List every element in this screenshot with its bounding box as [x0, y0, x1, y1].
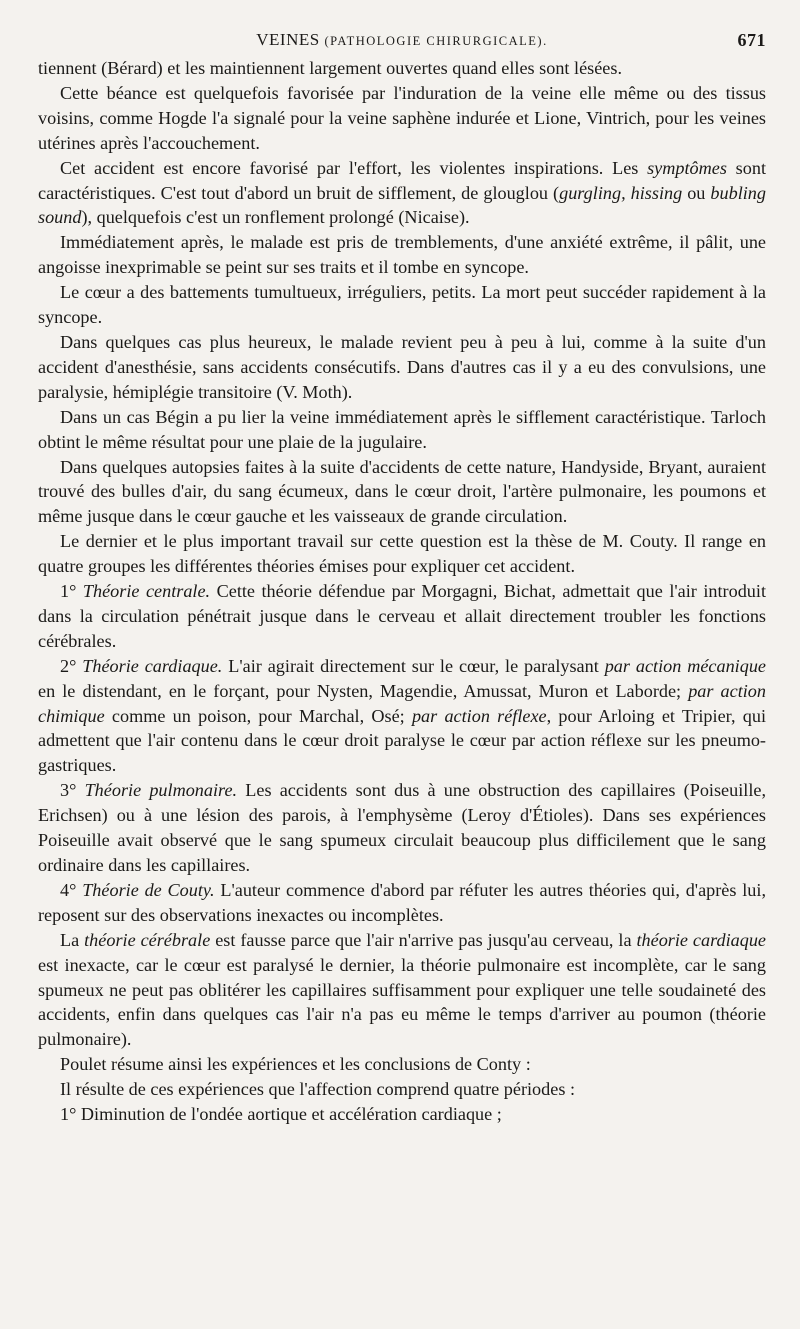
paragraph [38, 529, 766, 579]
italic-text-run: par action chimique [38, 680, 766, 726]
running-title-sub: (PATHOLOGIE CHIRURGICALE). [324, 34, 548, 48]
italic-text-run: théorie cardiaque [636, 929, 766, 950]
text-run: ), quelquefois c'est un ronflement prolongé (Nicaise). [81, 207, 470, 228]
text-run: Cette théorie défendue par Morgagni, Bichat, admettait que l'air introduit dans la circulation pénétrait jusque dans le cerveau et allait directement troubler les fonctions cérébrales. [38, 581, 766, 651]
paragraph [38, 1102, 766, 1127]
paragraph [38, 1052, 766, 1077]
text-run: 4° [60, 879, 83, 900]
text-run: Il résulte de ces expériences que l'affection comprend quatre périodes : [60, 1079, 575, 1100]
italic-text-run: par action mécanique [604, 655, 766, 676]
italic-text-run: Théorie cardiaque. [82, 655, 223, 676]
italic-text-run: gurgling, hissing [559, 182, 683, 203]
italic-text-run: Théorie centrale. [82, 581, 211, 602]
text-run: Dans un cas Bégin a pu lier la veine immédiatement après le sifflement caractéristique. Tarloch obtint le même résultat pour une plaie de la jugulaire. [38, 406, 766, 452]
text-run: Dans quelques cas plus heureux, le malade revient peu à peu à lui, comme à la suite d'un accident d'anesthésie, sans accidents consécutifs. Dans d'autres cas il y a eu des convulsions, une paralysie, hémiplégie transitoire (V. Moth). [38, 331, 766, 402]
paragraph [38, 778, 766, 878]
text-run: Le dernier et le plus important travail sur cette question est la thèse de M. Couty. Il range en quatre groupes les différentes théories émises pour expliquer cet accident. [38, 531, 766, 577]
text-run: Immédiatement après, le malade est pris de tremblements, d'une anxiété extrême, il pâlit, une angoisse inexprimable se peint sur ses traits et il tombe en syncope. [38, 232, 766, 278]
paragraph [38, 56, 766, 81]
text-run: tiennent (Bérard) et les maintiennent largement ouvertes quand elles sont lésées. [38, 58, 622, 78]
text-run: 2° [60, 655, 83, 676]
italic-text-run: Théorie de Couty. [82, 879, 215, 900]
paragraph [38, 81, 766, 156]
paragraph [38, 405, 766, 455]
paragraph [38, 654, 766, 779]
italic-text-run: symptômes [647, 157, 727, 178]
text-run: Les accidents sont dus à une obstruction des capillaires (Poiseuille, Erichsen) ou à une lésion des parois, à l'emphysème (Leroy d'Étioles). Dans ses expériences Poiseuille avait observé que le sang spumeux circulait beaucoup plus difficilement que le sang ordinaire dans les capillaires. [38, 780, 766, 875]
paragraph [38, 928, 766, 1053]
paragraph [38, 878, 766, 928]
paragraph [38, 455, 766, 530]
text-run: Cette béance est quelquefois favorisée par l'induration de la veine elle même ou des tissus voisins, comme Hogde l'a signalé pour la veine saphène indurée et Lione, Vintrich, pour les veines utérines après l'accouchement. [38, 82, 766, 153]
text-run: Poulet résume ainsi les expériences et les conclusions de Conty : [60, 1054, 531, 1075]
text-run: est inexacte, car le cœur est paralysé le dernier, la théorie pulmonaire est incomplète, car le sang spumeux ne peut pas oblitérer les capillaires suffisamment pour expliquer une telle soudaineté des accidents, enfin dans quelques cas l'air n'a pas eu même le temps d'arriver au poumon (théorie pulmonaire). [38, 954, 766, 1050]
text-run: est fausse parce que l'air n'arrive pas jusqu'au cerveau, la [210, 929, 637, 950]
paragraph [38, 330, 766, 405]
document-page [38, 30, 766, 1127]
italic-text-run: Théorie pulmonaire. [84, 780, 238, 801]
text-run: 3° [60, 780, 85, 801]
text-run: L'air agirait directement sur le cœur, le paralysant [222, 655, 605, 676]
italic-text-run: bubling sound [38, 182, 766, 228]
body-text [38, 56, 766, 1127]
paragraph [38, 1077, 766, 1102]
page-header [38, 30, 766, 56]
text-run: en le distendant, en le forçant, pour Nysten, Magendie, Amussat, Muron et Laborde; [38, 680, 689, 701]
paragraph [38, 579, 766, 654]
text-run: Dans quelques autopsies faites à la suite d'accidents de cette nature, Handyside, Bryant, auraient trouvé des bulles d'air, du sang écumeux, dans le cœur droit, l'artère pulmonaire, les poumons et même jusque dans le cœur gauche et les vaisseaux de grande circulation. [38, 456, 766, 527]
text-run: sont caractéristiques. C'est tout d'abord un bruit de sifflement, de glouglou ( [38, 157, 766, 203]
text-run: comme un poison, pour Marchal, Osé; [104, 705, 412, 726]
text-run: ou [682, 182, 711, 203]
running-title [256, 30, 547, 50]
text-run: , pour Arloing et Tripier, qui admettent que l'air contenu dans le cœur droit paralyse le cœur par action réflexe sur les pneumo-gastriques. [38, 705, 767, 776]
italic-text-run: théorie cérébrale [84, 929, 211, 950]
paragraph [38, 230, 766, 280]
text-run: La [60, 929, 85, 950]
running-title-main: VEINES [256, 30, 320, 49]
text-run: 1° [60, 581, 83, 602]
text-run: L'auteur commence d'abord par réfuter les autres théories qui, d'après lui, reposent sur des observations inexactes ou incomplètes. [38, 879, 767, 925]
text-run: Le cœur a des battements tumultueux, irréguliers, petits. La mort peut succéder rapidement à la syncope. [38, 282, 766, 328]
paragraph [38, 280, 766, 330]
page-number: 671 [737, 30, 766, 50]
paragraph [38, 156, 766, 231]
text-run: 1° Diminution de l'ondée aortique et accélération cardiaque ; [60, 1104, 502, 1125]
text-run: Cet accident est encore favorisé par l'effort, les violentes inspirations. Les [60, 157, 648, 178]
italic-text-run: par action réflexe [411, 705, 547, 726]
